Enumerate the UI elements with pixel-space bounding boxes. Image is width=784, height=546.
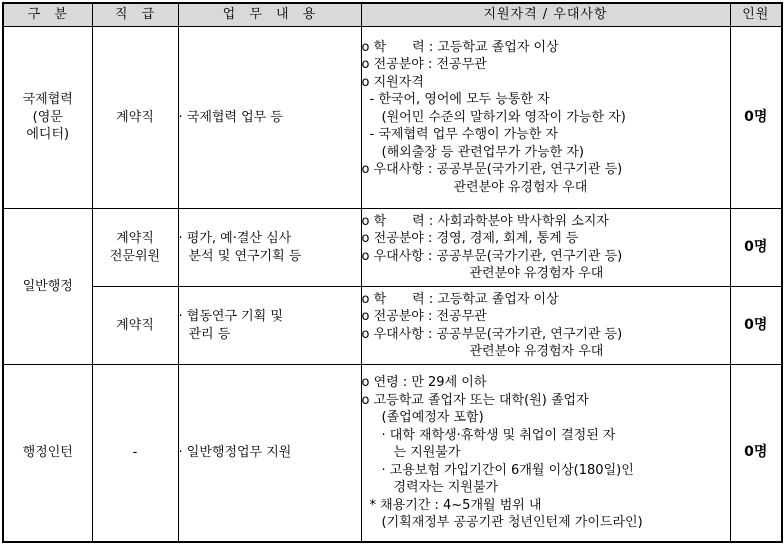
header-row — [3, 3, 782, 27]
qual-line: o 학 력 : 고등학교 졸업자 이상 — [361, 39, 559, 55]
qual-line: 관련분야 유경험자 우대 — [453, 179, 588, 195]
qual-line: o 우대사항 : 공공부문(국가기관, 연구기관 등) — [361, 162, 623, 178]
qual-line: - 국제협력 업무 수행이 가능한 자 — [369, 127, 559, 143]
table-row — [3, 287, 782, 365]
header-grade: 직 급 — [92, 3, 178, 27]
duty-line: · 협동연구 기획 및 — [178, 309, 283, 324]
qual-line: o 우대사항 : 공공부문(국가기관, 연구기관 등) — [361, 326, 623, 342]
category-line: 에디터) — [26, 127, 70, 143]
grade-line: 계약직 — [116, 317, 154, 333]
category-cell — [3, 209, 92, 365]
qual-line: 관련분야 유경험자 우대 — [469, 344, 604, 359]
count-cell: 0명 — [730, 209, 782, 287]
qual-line: o 연령 : 만 29세 이하 — [361, 375, 487, 391]
qual-line: (원어민 수준의 말하기와 영작이 가능한 자) — [381, 109, 626, 125]
grade-cell — [92, 287, 178, 365]
category-line: 일반행정 — [22, 278, 73, 294]
category-line: 행정인턴 — [22, 445, 73, 461]
qual-line: (해외출장 등 관련업무가 가능한 자) — [381, 144, 584, 160]
header-count: 인원 — [730, 3, 782, 27]
qual-line: 는 지원불가 — [393, 445, 461, 461]
table-row — [3, 209, 782, 287]
count-cell: 0명 — [730, 287, 782, 365]
qual-line: * 채용기간 : 4~5개월 범위 내 — [369, 497, 542, 513]
qual-line: - 한국어, 영어에 모두 능통한 자 — [369, 92, 550, 108]
qual-line: · 대학 재학생·휴학생 및 취업이 결정된 자 — [381, 427, 616, 443]
category-cell — [3, 365, 92, 543]
qual-line: o 우대사항 : 공공부문(국가기관, 연구기관 등) — [361, 248, 623, 264]
duty-line: · 일반행정업무 지원 — [178, 445, 292, 461]
qual-line: o 전공분야 : 전공무관 — [361, 309, 487, 324]
qual-line: · 고용보험 가입기간이 6개월 이상(180일)인 — [381, 462, 634, 478]
duty-line: 분석 및 연구기획 등 — [188, 248, 302, 264]
table-row — [3, 365, 782, 543]
grade-line: 전문위원 — [109, 248, 161, 264]
count-cell: 0명 — [730, 27, 782, 209]
grade-cell — [92, 365, 178, 543]
grade-line: 계약직 — [116, 109, 154, 125]
table-row — [3, 27, 782, 209]
qual-line: (기획재정부 공공기관 청년인턴제 가이드라인) — [381, 515, 643, 531]
grade-cell — [92, 27, 178, 209]
qual-line: o 학 력 : 고등학교 졸업자 이상 — [361, 291, 559, 307]
duty-line: · 국제협력 업무 등 — [178, 109, 283, 125]
duty-cell — [178, 209, 361, 287]
header-category: 구 분 — [3, 3, 92, 27]
qual-line: o 전공분야 : 전공무관 — [361, 57, 487, 73]
recruitment-table — [2, 2, 783, 543]
qual-line: o 고등학교 졸업자 또는 대학(원) 졸업자 — [361, 392, 589, 408]
qualification-cell — [361, 287, 730, 365]
duty-line: 관리 등 — [188, 326, 231, 342]
qual-line: (졸업예정자 포함) — [381, 410, 484, 426]
duty-cell — [178, 287, 361, 365]
grade-line: - — [132, 445, 138, 461]
header-qualifications: 지원자격 / 우대사항 — [361, 3, 730, 27]
qualification-cell — [361, 209, 730, 287]
duty-line: · 평가, 예·결산 심사 — [178, 231, 292, 246]
qualification-cell — [361, 365, 730, 543]
count-cell: 0명 — [730, 365, 782, 543]
category-line: 국제협력 — [22, 92, 73, 108]
grade-line: 계약직 — [116, 231, 154, 246]
category-line: (영문 — [32, 109, 63, 125]
duty-cell — [178, 27, 361, 209]
duty-cell — [178, 365, 361, 543]
qualification-cell — [361, 27, 730, 209]
qual-line: o 학 력 : 사회과학분야 박사학위 소지자 — [361, 213, 609, 229]
qual-line: o 지원자격 — [361, 74, 424, 90]
grade-cell — [92, 209, 178, 287]
qual-line: o 전공분야 : 경영, 경제, 회계, 통계 등 — [361, 231, 579, 246]
category-cell — [3, 27, 92, 209]
qual-line: 관련분야 유경험자 우대 — [469, 266, 604, 281]
qual-line: 경력자는 지원불가 — [393, 480, 499, 496]
header-duties: 업 무 내 용 — [178, 3, 361, 27]
